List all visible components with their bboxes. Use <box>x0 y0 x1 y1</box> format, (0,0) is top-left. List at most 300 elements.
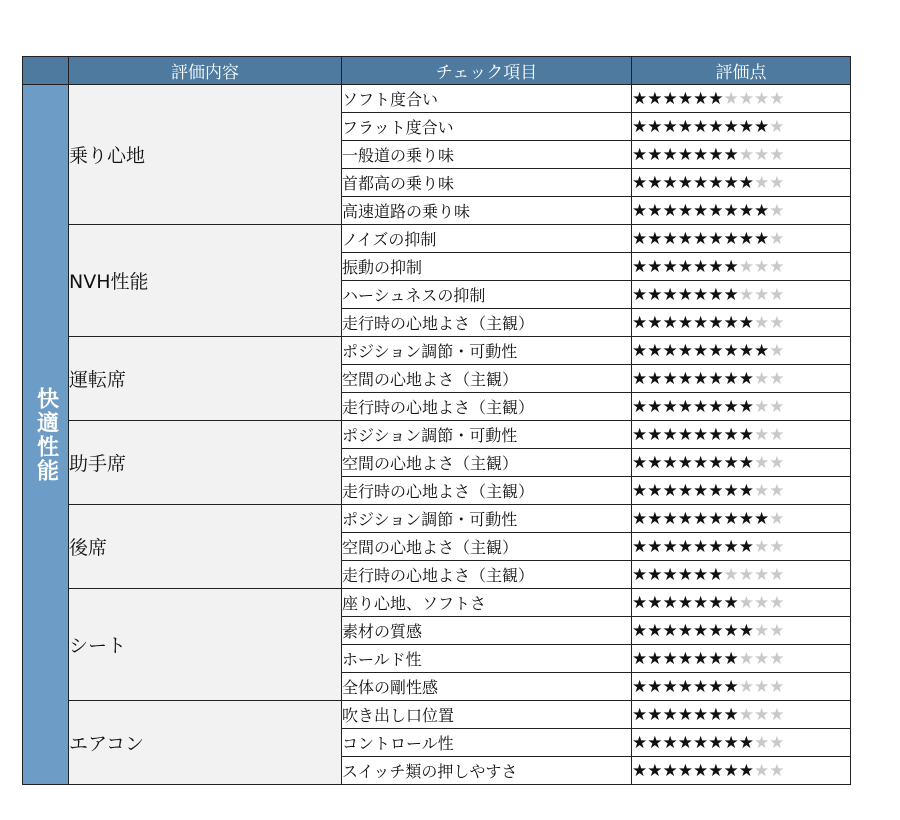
star-filled-icon: ★ <box>647 425 663 445</box>
star-filled-icon: ★ <box>708 89 724 109</box>
star-filled-icon: ★ <box>662 649 678 669</box>
star-filled-icon: ★ <box>738 341 754 361</box>
score-cell <box>632 197 851 225</box>
star-filled-icon: ★ <box>708 117 724 137</box>
score-cell <box>632 449 851 477</box>
star-filled-icon: ★ <box>693 481 709 501</box>
star-filled-icon: ★ <box>677 537 693 557</box>
check-item-label: 吹き出し口位置 <box>342 701 632 729</box>
score-cell <box>632 645 851 673</box>
star-filled-icon: ★ <box>632 425 648 445</box>
group-label: 乗り心地 <box>69 85 342 225</box>
check-item-label: ソフト度合い <box>342 85 632 113</box>
score-cell <box>632 281 851 309</box>
star-filled-icon: ★ <box>693 369 709 389</box>
section-label <box>23 85 69 785</box>
star-filled-icon: ★ <box>738 313 754 333</box>
star-filled-icon: ★ <box>647 369 663 389</box>
star-filled-icon: ★ <box>708 621 724 641</box>
star-empty-icon: ★ <box>769 285 785 305</box>
star-rating <box>632 229 785 249</box>
star-filled-icon: ★ <box>632 733 648 753</box>
star-filled-icon: ★ <box>632 117 648 137</box>
group-label: 助手席 <box>69 421 342 505</box>
star-filled-icon: ★ <box>723 397 739 417</box>
star-filled-icon: ★ <box>677 201 693 221</box>
star-filled-icon: ★ <box>632 257 648 277</box>
star-filled-icon: ★ <box>693 89 709 109</box>
star-filled-icon: ★ <box>708 593 724 613</box>
score-cell <box>632 337 851 365</box>
star-filled-icon: ★ <box>754 229 770 249</box>
star-filled-icon: ★ <box>723 341 739 361</box>
check-item-label: ハーシュネスの抑制 <box>342 281 632 309</box>
star-empty-icon: ★ <box>769 565 785 585</box>
star-filled-icon: ★ <box>662 285 678 305</box>
star-filled-icon: ★ <box>632 593 648 613</box>
star-filled-icon: ★ <box>723 313 739 333</box>
star-filled-icon: ★ <box>647 173 663 193</box>
check-item-label: ポジション調節・可動性 <box>342 337 632 365</box>
star-filled-icon: ★ <box>647 313 663 333</box>
star-filled-icon: ★ <box>708 201 724 221</box>
score-cell <box>632 701 851 729</box>
star-filled-icon: ★ <box>738 173 754 193</box>
star-filled-icon: ★ <box>647 649 663 669</box>
star-filled-icon: ★ <box>662 89 678 109</box>
star-filled-icon: ★ <box>693 313 709 333</box>
star-filled-icon: ★ <box>677 173 693 193</box>
score-cell <box>632 477 851 505</box>
star-filled-icon: ★ <box>738 621 754 641</box>
star-filled-icon: ★ <box>677 285 693 305</box>
check-item-label: ポジション調節・可動性 <box>342 505 632 533</box>
star-empty-icon: ★ <box>738 649 754 669</box>
star-filled-icon: ★ <box>723 229 739 249</box>
star-rating <box>632 425 785 445</box>
star-rating <box>632 313 785 333</box>
check-item-label: 走行時の心地よさ（主観） <box>342 393 632 421</box>
star-filled-icon: ★ <box>677 425 693 445</box>
check-item-label: スイッチ類の押しやすさ <box>342 757 632 785</box>
star-filled-icon: ★ <box>662 145 678 165</box>
star-filled-icon: ★ <box>647 705 663 725</box>
star-filled-icon: ★ <box>693 733 709 753</box>
star-filled-icon: ★ <box>693 229 709 249</box>
check-item-label: 空間の心地よさ（主観） <box>342 449 632 477</box>
star-filled-icon: ★ <box>677 257 693 277</box>
star-filled-icon: ★ <box>677 89 693 109</box>
check-item-label: 素材の質感 <box>342 617 632 645</box>
star-filled-icon: ★ <box>647 201 663 221</box>
star-filled-icon: ★ <box>693 257 709 277</box>
star-filled-icon: ★ <box>708 341 724 361</box>
star-filled-icon: ★ <box>647 397 663 417</box>
star-empty-icon: ★ <box>769 649 785 669</box>
star-filled-icon: ★ <box>723 145 739 165</box>
star-filled-icon: ★ <box>677 621 693 641</box>
star-rating <box>632 173 785 193</box>
star-filled-icon: ★ <box>723 453 739 473</box>
star-filled-icon: ★ <box>693 621 709 641</box>
star-filled-icon: ★ <box>754 341 770 361</box>
star-empty-icon: ★ <box>754 565 770 585</box>
star-empty-icon: ★ <box>754 397 770 417</box>
star-filled-icon: ★ <box>693 649 709 669</box>
star-empty-icon: ★ <box>754 173 770 193</box>
score-cell <box>632 113 851 141</box>
star-filled-icon: ★ <box>708 229 724 249</box>
star-filled-icon: ★ <box>723 705 739 725</box>
star-rating <box>632 201 785 221</box>
table-row <box>23 337 851 365</box>
star-rating <box>632 733 785 753</box>
star-empty-icon: ★ <box>754 89 770 109</box>
star-filled-icon: ★ <box>632 397 648 417</box>
star-filled-icon: ★ <box>647 509 663 529</box>
star-empty-icon: ★ <box>769 677 785 697</box>
star-empty-icon: ★ <box>769 509 785 529</box>
star-filled-icon: ★ <box>723 481 739 501</box>
star-filled-icon: ★ <box>662 341 678 361</box>
star-empty-icon: ★ <box>738 89 754 109</box>
star-empty-icon: ★ <box>769 481 785 501</box>
star-empty-icon: ★ <box>754 593 770 613</box>
star-filled-icon: ★ <box>693 341 709 361</box>
star-empty-icon: ★ <box>738 285 754 305</box>
table-body <box>23 85 851 785</box>
star-empty-icon: ★ <box>754 285 770 305</box>
check-item-label: 振動の抑制 <box>342 253 632 281</box>
star-empty-icon: ★ <box>769 761 785 781</box>
star-filled-icon: ★ <box>632 761 648 781</box>
star-rating <box>632 89 785 109</box>
star-empty-icon: ★ <box>769 341 785 361</box>
score-cell <box>632 225 851 253</box>
star-filled-icon: ★ <box>632 509 648 529</box>
star-filled-icon: ★ <box>647 733 663 753</box>
star-empty-icon: ★ <box>769 425 785 445</box>
star-filled-icon: ★ <box>693 397 709 417</box>
star-filled-icon: ★ <box>677 341 693 361</box>
score-cell <box>632 253 851 281</box>
star-rating <box>632 593 785 613</box>
star-filled-icon: ★ <box>708 649 724 669</box>
star-rating <box>632 257 785 277</box>
check-item-label: 空間の心地よさ（主観） <box>342 365 632 393</box>
star-empty-icon: ★ <box>769 733 785 753</box>
star-filled-icon: ★ <box>647 593 663 613</box>
star-rating <box>632 621 785 641</box>
star-filled-icon: ★ <box>723 621 739 641</box>
star-filled-icon: ★ <box>632 229 648 249</box>
star-filled-icon: ★ <box>647 761 663 781</box>
score-cell <box>632 505 851 533</box>
table-row <box>23 505 851 533</box>
star-filled-icon: ★ <box>723 537 739 557</box>
star-filled-icon: ★ <box>723 173 739 193</box>
star-filled-icon: ★ <box>693 565 709 585</box>
star-filled-icon: ★ <box>677 509 693 529</box>
check-item-label: 走行時の心地よさ（主観） <box>342 477 632 505</box>
star-filled-icon: ★ <box>693 173 709 193</box>
star-empty-icon: ★ <box>769 145 785 165</box>
star-empty-icon: ★ <box>769 89 785 109</box>
score-cell <box>632 365 851 393</box>
star-rating <box>632 705 785 725</box>
star-filled-icon: ★ <box>723 733 739 753</box>
star-filled-icon: ★ <box>738 509 754 529</box>
star-empty-icon: ★ <box>754 705 770 725</box>
score-cell <box>632 533 851 561</box>
star-filled-icon: ★ <box>662 537 678 557</box>
star-filled-icon: ★ <box>708 369 724 389</box>
header-eval-content: 評価内容 <box>69 57 342 85</box>
star-filled-icon: ★ <box>738 229 754 249</box>
star-filled-icon: ★ <box>708 565 724 585</box>
star-filled-icon: ★ <box>738 453 754 473</box>
star-filled-icon: ★ <box>723 509 739 529</box>
star-empty-icon: ★ <box>754 677 770 697</box>
section-label-text: 快適性能 <box>33 386 59 483</box>
star-filled-icon: ★ <box>662 117 678 137</box>
star-rating <box>632 397 785 417</box>
star-filled-icon: ★ <box>723 201 739 221</box>
star-empty-icon: ★ <box>754 537 770 557</box>
star-filled-icon: ★ <box>632 89 648 109</box>
star-empty-icon: ★ <box>769 229 785 249</box>
star-filled-icon: ★ <box>708 537 724 557</box>
star-filled-icon: ★ <box>632 705 648 725</box>
star-empty-icon: ★ <box>754 453 770 473</box>
star-filled-icon: ★ <box>662 677 678 697</box>
star-filled-icon: ★ <box>632 369 648 389</box>
star-empty-icon: ★ <box>754 761 770 781</box>
star-empty-icon: ★ <box>754 369 770 389</box>
star-rating <box>632 369 785 389</box>
star-filled-icon: ★ <box>662 509 678 529</box>
star-filled-icon: ★ <box>708 509 724 529</box>
score-cell <box>632 141 851 169</box>
star-rating <box>632 677 785 697</box>
header-row <box>23 57 851 85</box>
star-filled-icon: ★ <box>647 117 663 137</box>
star-filled-icon: ★ <box>677 229 693 249</box>
star-filled-icon: ★ <box>647 565 663 585</box>
star-filled-icon: ★ <box>647 285 663 305</box>
star-filled-icon: ★ <box>662 733 678 753</box>
star-empty-icon: ★ <box>769 173 785 193</box>
star-filled-icon: ★ <box>738 425 754 445</box>
star-filled-icon: ★ <box>647 621 663 641</box>
star-filled-icon: ★ <box>677 313 693 333</box>
star-filled-icon: ★ <box>708 425 724 445</box>
star-filled-icon: ★ <box>693 537 709 557</box>
star-filled-icon: ★ <box>738 117 754 137</box>
star-filled-icon: ★ <box>662 453 678 473</box>
star-filled-icon: ★ <box>647 89 663 109</box>
star-filled-icon: ★ <box>677 705 693 725</box>
star-empty-icon: ★ <box>769 313 785 333</box>
group-label: シート <box>69 589 342 701</box>
check-item-label: コントロール性 <box>342 729 632 757</box>
star-empty-icon: ★ <box>769 705 785 725</box>
star-filled-icon: ★ <box>708 145 724 165</box>
star-filled-icon: ★ <box>632 173 648 193</box>
star-filled-icon: ★ <box>693 453 709 473</box>
table-row <box>23 421 851 449</box>
check-item-label: ノイズの抑制 <box>342 225 632 253</box>
check-item-label: 座り心地、ソフトさ <box>342 589 632 617</box>
score-cell <box>632 561 851 589</box>
star-empty-icon: ★ <box>723 565 739 585</box>
star-filled-icon: ★ <box>708 677 724 697</box>
star-rating <box>632 117 785 137</box>
star-rating <box>632 453 785 473</box>
star-rating <box>632 761 785 781</box>
star-filled-icon: ★ <box>647 481 663 501</box>
star-empty-icon: ★ <box>754 425 770 445</box>
star-empty-icon: ★ <box>754 649 770 669</box>
star-empty-icon: ★ <box>738 565 754 585</box>
star-filled-icon: ★ <box>647 453 663 473</box>
check-item-label: 全体の剛性感 <box>342 673 632 701</box>
score-cell <box>632 393 851 421</box>
star-filled-icon: ★ <box>632 145 648 165</box>
star-filled-icon: ★ <box>693 677 709 697</box>
star-filled-icon: ★ <box>677 481 693 501</box>
star-filled-icon: ★ <box>662 313 678 333</box>
star-empty-icon: ★ <box>769 257 785 277</box>
star-filled-icon: ★ <box>723 593 739 613</box>
star-filled-icon: ★ <box>723 369 739 389</box>
star-empty-icon: ★ <box>769 201 785 221</box>
star-filled-icon: ★ <box>693 761 709 781</box>
star-filled-icon: ★ <box>677 117 693 137</box>
check-item-label: ポジション調節・可動性 <box>342 421 632 449</box>
score-cell <box>632 85 851 113</box>
check-item-label: 空間の心地よさ（主観） <box>342 533 632 561</box>
star-rating <box>632 509 785 529</box>
star-filled-icon: ★ <box>708 733 724 753</box>
star-filled-icon: ★ <box>723 649 739 669</box>
star-empty-icon: ★ <box>754 481 770 501</box>
score-cell <box>632 309 851 337</box>
star-empty-icon: ★ <box>769 453 785 473</box>
star-empty-icon: ★ <box>738 677 754 697</box>
table-row <box>23 701 851 729</box>
star-filled-icon: ★ <box>662 397 678 417</box>
table-row <box>23 589 851 617</box>
star-filled-icon: ★ <box>662 369 678 389</box>
check-item-label: 走行時の心地よさ（主観） <box>342 561 632 589</box>
star-empty-icon: ★ <box>754 257 770 277</box>
star-empty-icon: ★ <box>738 593 754 613</box>
star-filled-icon: ★ <box>662 201 678 221</box>
score-cell <box>632 729 851 757</box>
star-filled-icon: ★ <box>723 285 739 305</box>
star-filled-icon: ★ <box>647 145 663 165</box>
star-filled-icon: ★ <box>677 593 693 613</box>
check-item-label: 走行時の心地よさ（主観） <box>342 309 632 337</box>
star-filled-icon: ★ <box>677 145 693 165</box>
star-empty-icon: ★ <box>754 733 770 753</box>
star-filled-icon: ★ <box>738 733 754 753</box>
star-filled-icon: ★ <box>632 313 648 333</box>
star-filled-icon: ★ <box>693 593 709 613</box>
star-empty-icon: ★ <box>769 537 785 557</box>
star-filled-icon: ★ <box>693 285 709 305</box>
star-filled-icon: ★ <box>662 425 678 445</box>
star-filled-icon: ★ <box>662 481 678 501</box>
star-filled-icon: ★ <box>632 621 648 641</box>
star-filled-icon: ★ <box>632 649 648 669</box>
star-filled-icon: ★ <box>677 453 693 473</box>
score-cell <box>632 589 851 617</box>
star-filled-icon: ★ <box>708 257 724 277</box>
star-filled-icon: ★ <box>738 481 754 501</box>
star-filled-icon: ★ <box>693 201 709 221</box>
star-filled-icon: ★ <box>632 341 648 361</box>
star-empty-icon: ★ <box>769 593 785 613</box>
star-filled-icon: ★ <box>723 257 739 277</box>
header-check-item: チェック項目 <box>342 57 632 85</box>
star-filled-icon: ★ <box>632 285 648 305</box>
star-filled-icon: ★ <box>677 733 693 753</box>
star-filled-icon: ★ <box>738 397 754 417</box>
star-filled-icon: ★ <box>708 173 724 193</box>
star-filled-icon: ★ <box>693 425 709 445</box>
star-filled-icon: ★ <box>662 705 678 725</box>
star-empty-icon: ★ <box>738 705 754 725</box>
star-filled-icon: ★ <box>662 593 678 613</box>
star-filled-icon: ★ <box>662 761 678 781</box>
star-filled-icon: ★ <box>632 677 648 697</box>
score-cell <box>632 169 851 197</box>
star-filled-icon: ★ <box>723 677 739 697</box>
star-filled-icon: ★ <box>632 453 648 473</box>
table-row <box>23 225 851 253</box>
star-filled-icon: ★ <box>632 201 648 221</box>
star-filled-icon: ★ <box>677 565 693 585</box>
star-filled-icon: ★ <box>708 481 724 501</box>
check-item-label: 首都高の乗り味 <box>342 169 632 197</box>
star-filled-icon: ★ <box>708 397 724 417</box>
star-filled-icon: ★ <box>677 397 693 417</box>
star-empty-icon: ★ <box>738 145 754 165</box>
table-row <box>23 85 851 113</box>
star-filled-icon: ★ <box>647 537 663 557</box>
star-filled-icon: ★ <box>632 481 648 501</box>
star-filled-icon: ★ <box>708 285 724 305</box>
star-filled-icon: ★ <box>754 201 770 221</box>
star-filled-icon: ★ <box>662 565 678 585</box>
star-filled-icon: ★ <box>662 173 678 193</box>
star-rating <box>632 565 785 585</box>
score-cell <box>632 757 851 785</box>
star-filled-icon: ★ <box>738 537 754 557</box>
star-empty-icon: ★ <box>754 621 770 641</box>
star-filled-icon: ★ <box>662 257 678 277</box>
score-cell <box>632 617 851 645</box>
star-filled-icon: ★ <box>738 761 754 781</box>
star-empty-icon: ★ <box>754 313 770 333</box>
star-rating <box>632 481 785 501</box>
score-cell <box>632 673 851 701</box>
star-empty-icon: ★ <box>754 145 770 165</box>
check-item-label: ホールド性 <box>342 645 632 673</box>
star-filled-icon: ★ <box>662 621 678 641</box>
